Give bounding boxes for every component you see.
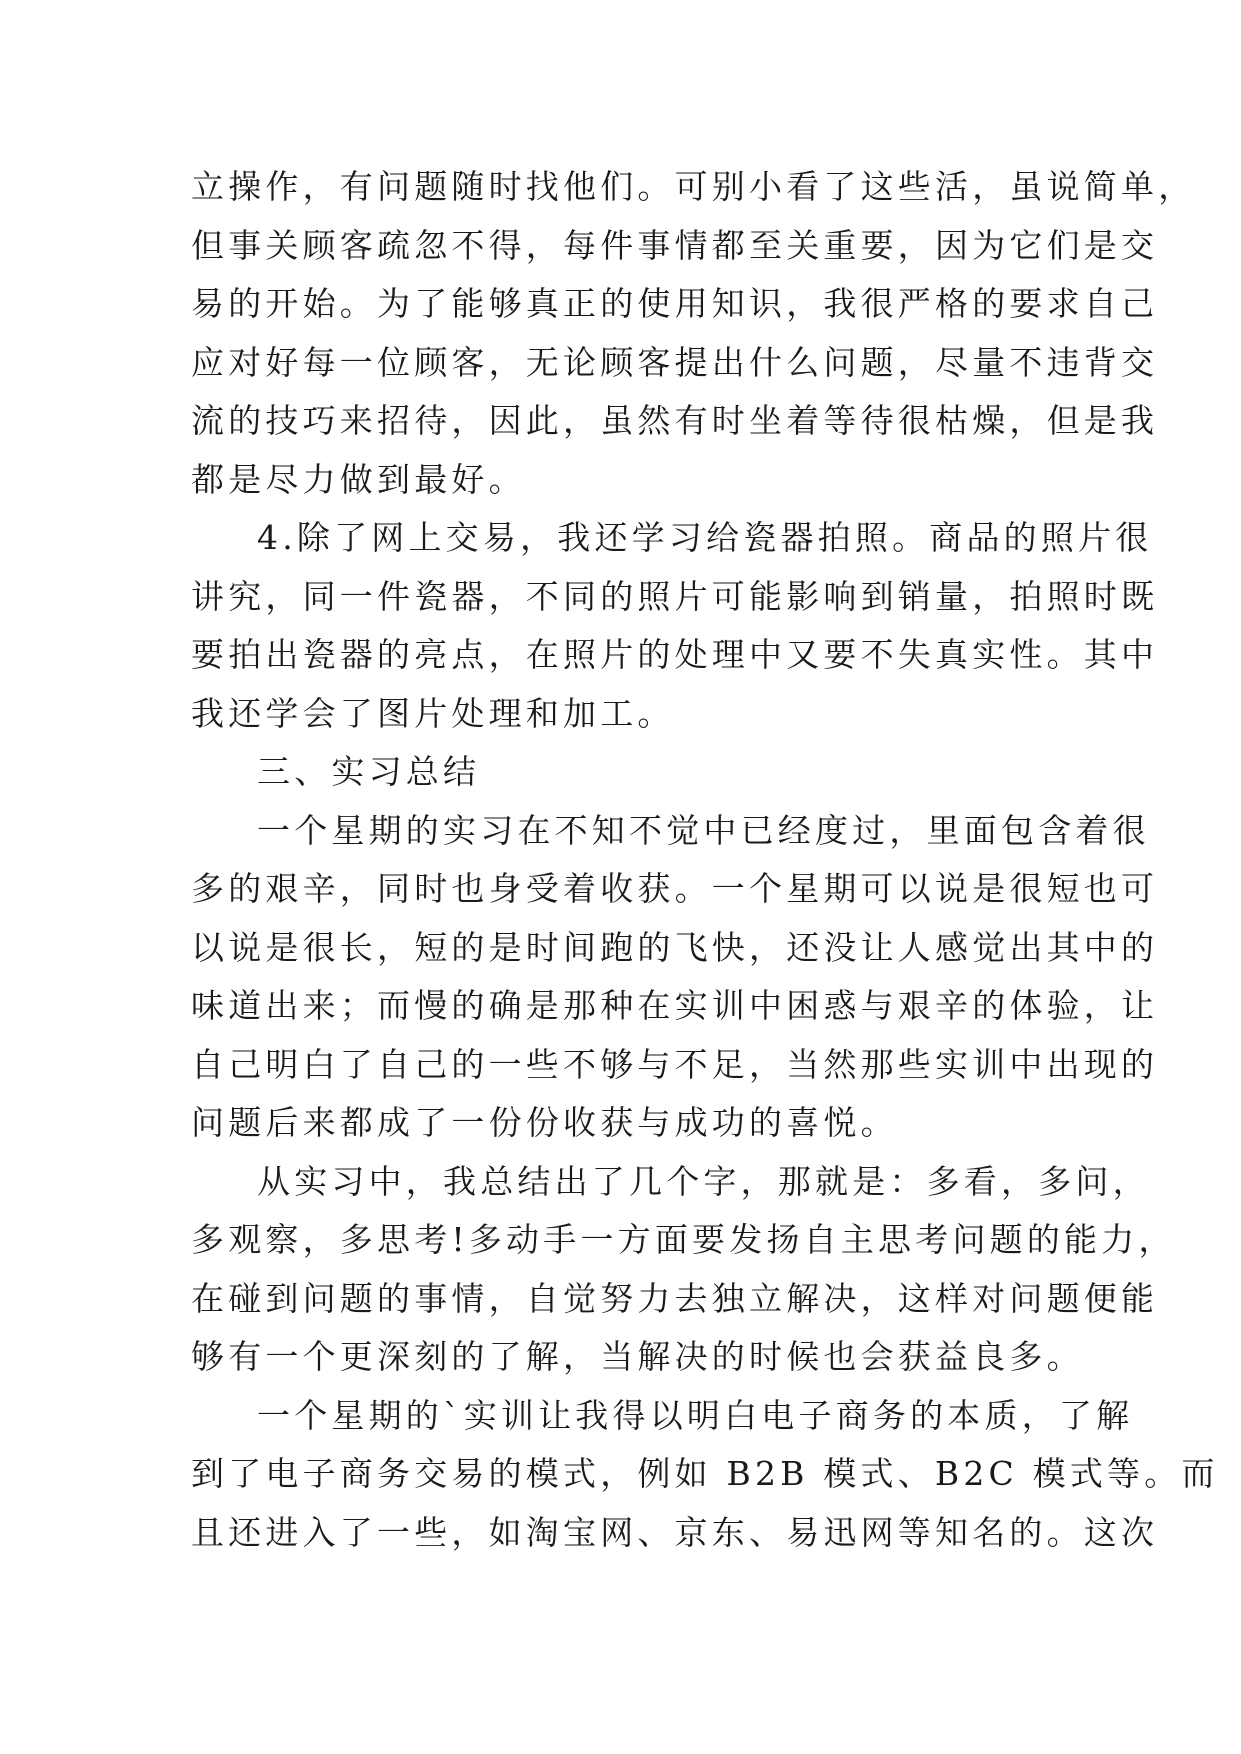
text-line: 易的开始。为了能够真正的使用知识，我很严格的要求自己 — [191, 284, 1159, 323]
paragraph-ecommerce — [191, 1387, 1219, 1563]
section-heading — [191, 743, 1051, 802]
paragraph-summary-week — [191, 802, 1159, 1153]
text-line: 要拍出瓷器的亮点，在照片的处理中又要不失真实性。其中 — [191, 635, 1159, 674]
text-line: 都是尽力做到最好。 — [191, 459, 526, 499]
paragraph-customer-service — [191, 158, 1196, 509]
text-line: 讲究，同一件瓷器，不同的照片可能影响到销量，拍照时既 — [191, 576, 1159, 616]
text-line: 多观察，多思考!多动手一方面要发扬自主思考问题的能力， — [191, 1220, 1176, 1259]
document-page — [191, 158, 1219, 1562]
text-line: 流的技巧来招待，因此，虽然有时坐着等待很枯燥，但是我 — [191, 401, 1159, 440]
text-line: 自己明白了自己的一些不够与不足，当然那些实训中出现的 — [191, 1044, 1159, 1084]
text-line: 味道出来；而慢的确是那种在实训中困惑与艰辛的体验，让 — [191, 986, 1159, 1025]
text-line: 一个星期的`实训让我得以明白电子商务的本质，了解 — [257, 1395, 1134, 1435]
text-line: 够有一个更深刻的了解，当解决的时候也会获益良多。 — [191, 1337, 1084, 1376]
text-line: 且还进入了一些，如淘宝网、京东、易迅网等知名的。这次 — [191, 1512, 1159, 1552]
heading-text: 三、实习总结 — [257, 752, 481, 791]
text-line: 多的艰辛，同时也身受着收获。一个星期可以说是很短也可 — [191, 869, 1159, 908]
text-line: 我还学会了图片处理和加工。 — [191, 693, 675, 733]
text-line: 从实习中，我总结出了几个字，那就是：多看，多问， — [257, 1161, 1150, 1201]
text-line: 立操作，有问题随时找他们。可别小看了这些活，虽说简单， — [191, 167, 1196, 206]
text-line: 应对好每一位顾客，无论顾客提出什么问题，尽量不违背交 — [191, 342, 1159, 382]
text-line: 但事关顾客疏忽不得，每件事情都至关重要，因为它们是交 — [191, 225, 1159, 265]
text-line: 在碰到问题的事情，自觉努力去独立解决，这样对问题便能 — [191, 1278, 1159, 1318]
paragraph-lessons — [191, 1153, 1176, 1387]
paragraph-photography — [191, 509, 1159, 743]
text-line: 以说是很长，短的是时间跑的飞快，还没让人感觉出其中的 — [191, 927, 1159, 967]
text-line: 一个星期的实习在不知不觉中已经度过，里面包含着很 — [257, 810, 1150, 850]
text-line: 问题后来都成了一份份收获与成功的喜悦。 — [191, 1103, 898, 1142]
text-line: 4.除了网上交易，我还学习给瓷器拍照。商品的照片很 — [257, 518, 1153, 557]
text-line: 到了电子商务交易的模式，例如 B2B 模式、B2C 模式等。而 — [191, 1454, 1219, 1493]
